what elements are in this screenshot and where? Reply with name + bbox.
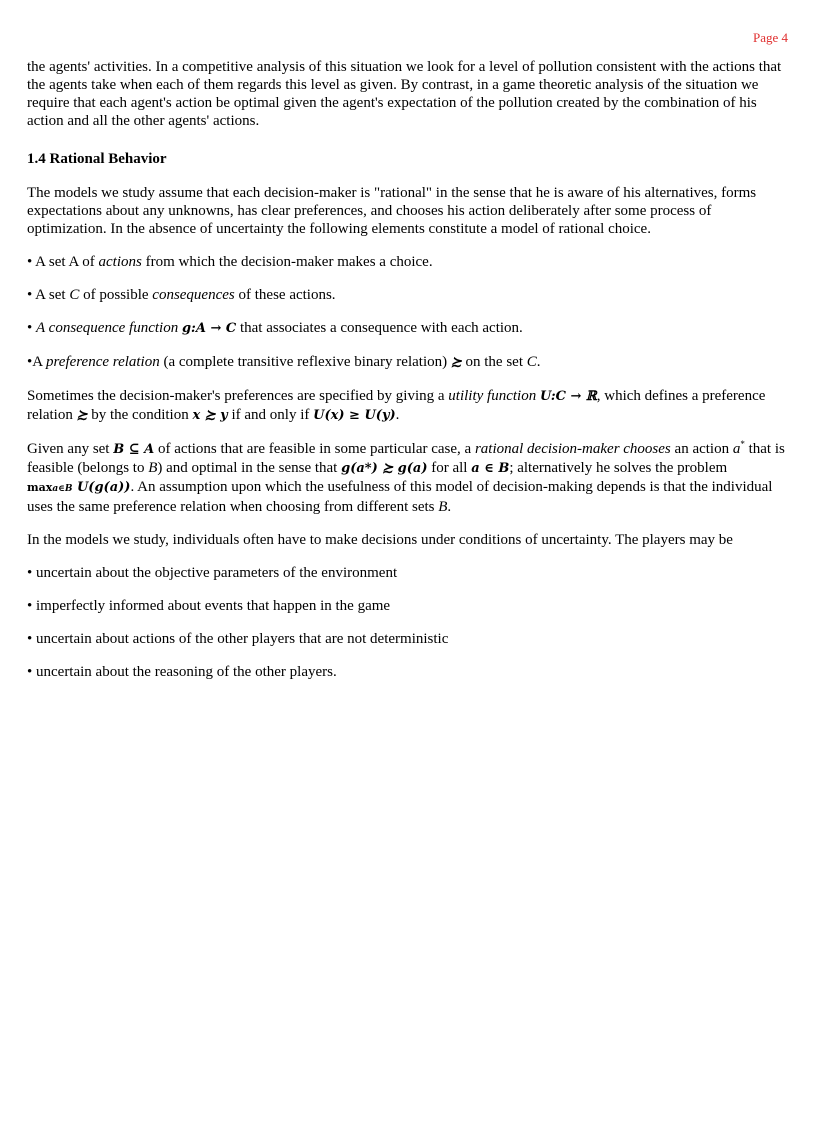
bullet-consequences bbox=[27, 286, 789, 304]
paragraph-rational-choice bbox=[27, 440, 789, 516]
text: . An assumption upon which the usefulness of this model of decision-making depends is that the individual uses the same preference relation when choosing from different sets bbox=[27, 479, 773, 515]
term-actions: actions bbox=[98, 254, 142, 270]
symbol-c: C bbox=[69, 287, 80, 303]
text: from which the decision-maker makes a choice. bbox=[141, 254, 433, 270]
text: • bbox=[27, 320, 37, 336]
text: if and only if bbox=[227, 407, 314, 423]
symbol-a: a bbox=[732, 441, 741, 457]
text: an action bbox=[670, 441, 733, 457]
star-superscript: * bbox=[740, 439, 745, 449]
symbol-b: B bbox=[438, 499, 448, 515]
term-consequences: consequences bbox=[152, 287, 235, 303]
paragraph-pollution: the agents' activities. In a competitive analysis of this situation we look for a level of pollution consistent with the actions that the agents take when each of them regards this level as given. By contrast, in a game theoretic analysis of the situation we require that each agent's action be optimal given the agent's expectation of the pollution created by the combination of his action and all the other agents' actions. bbox=[27, 59, 782, 129]
text: . bbox=[536, 354, 541, 370]
section-heading: 1.4 Rational Behavior bbox=[27, 151, 167, 167]
bullet-consequence-function bbox=[27, 319, 789, 338]
text: on the set bbox=[461, 354, 527, 370]
text: • A set bbox=[27, 287, 70, 303]
bullet-uncertain-reasoning: • uncertain about the reasoning of the other players. bbox=[27, 664, 337, 680]
page-number: Page 4 bbox=[752, 30, 788, 45]
term-utility-function: utility function bbox=[448, 388, 537, 404]
bullet-uncertain-actions: • uncertain about actions of the other players that are not deterministic bbox=[27, 631, 449, 647]
paragraph-utility-function bbox=[27, 387, 789, 425]
text: Given any set bbox=[27, 441, 114, 457]
text: that associates a consequence with each action. bbox=[236, 320, 523, 336]
max-subscript: a∈B bbox=[52, 484, 73, 494]
bullet-imperfectly-informed: • imperfectly informed about events that happen in the game bbox=[27, 598, 391, 614]
math-maximization-problem bbox=[27, 480, 130, 495]
bullet-actions bbox=[27, 253, 789, 271]
term-preference-relation: preference relation bbox=[46, 354, 160, 370]
math-preference-symbol: ≿ bbox=[450, 355, 462, 370]
text: for all bbox=[427, 460, 472, 476]
math-b-subset-a: B ⊆ A bbox=[113, 442, 155, 457]
paragraph-rationality: The models we study assume that each decision-maker is "rational" in the sense that he is aware of his alternatives, forms expectations about any unknowns, has clear preferences, and chooses his action deliberately after some process of optimization. In the absence of uncertainty the following elements constitute a model of rational choice. bbox=[27, 185, 757, 237]
math-preference-symbol: ≿ bbox=[76, 408, 88, 423]
math-utility-inequality: U(x) ≥ U(y) bbox=[313, 408, 396, 423]
math-x-pref-y: x ≿ y bbox=[192, 408, 228, 423]
page-content bbox=[27, 58, 789, 696]
text: (a complete transitive reflexive binary relation) bbox=[159, 354, 451, 370]
text: •A bbox=[27, 354, 47, 370]
text: that is feasible (belongs to bbox=[27, 441, 785, 476]
math-consequence-function: g:A → C bbox=[181, 321, 237, 336]
text: of actions that are feasible in some particular case, a bbox=[154, 441, 475, 457]
text: • A set A of bbox=[27, 254, 99, 270]
text: Sometimes the decision-maker's preferences are specified by giving a bbox=[27, 388, 449, 404]
max-argument: U(g(a)) bbox=[76, 480, 131, 495]
math-utility-function: U:C → ℝ bbox=[539, 389, 597, 404]
text: , which defines a preference relation bbox=[27, 388, 766, 423]
paragraph-uncertainty: In the models we study, individuals often have to make decisions under conditions of uncertainty. The players may be bbox=[27, 532, 733, 548]
bullet-uncertain-parameters: • uncertain about the objective parameters of the environment bbox=[27, 565, 398, 581]
text: . bbox=[395, 407, 400, 423]
text: ; alternatively he solves the problem bbox=[509, 460, 728, 476]
math-a-in-b: a ∈ B bbox=[471, 461, 510, 476]
text: by the condition bbox=[87, 407, 193, 423]
text: ) and optimal in the sense that bbox=[157, 460, 342, 476]
math-optimality-condition: g(a*) ≿ g(a) bbox=[341, 461, 428, 476]
bullet-preference-relation bbox=[27, 353, 789, 372]
text: of these actions. bbox=[234, 287, 336, 303]
symbol-b: B bbox=[148, 460, 158, 476]
symbol-c: C bbox=[526, 354, 537, 370]
term-rational-decision-maker: rational decision-maker chooses bbox=[474, 441, 671, 457]
text: . bbox=[447, 499, 452, 515]
term-consequence-function: A consequence function bbox=[36, 320, 179, 336]
max-operator: max bbox=[27, 481, 53, 494]
text: of possible bbox=[79, 287, 153, 303]
